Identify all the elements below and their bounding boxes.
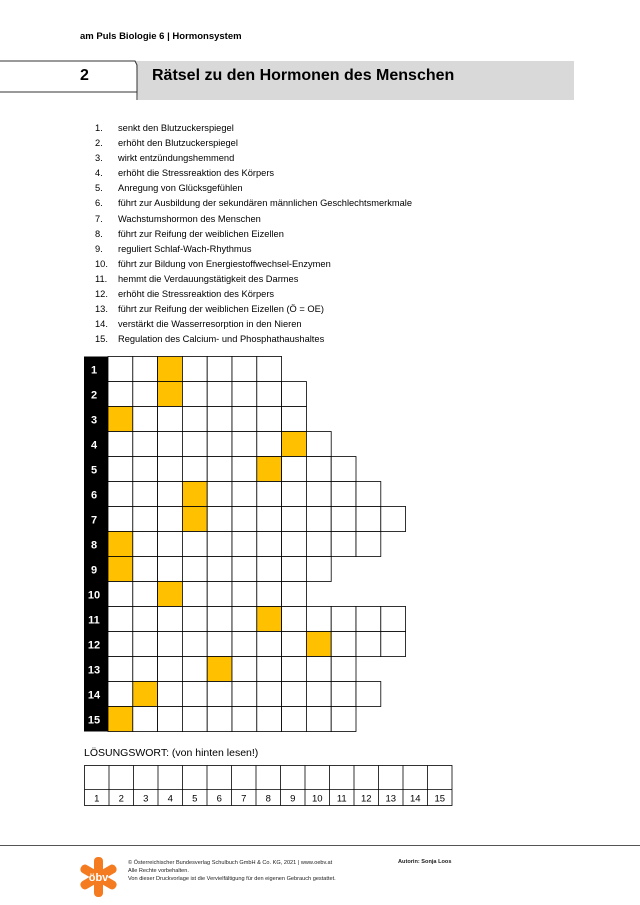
footer-author: Autorin: Sonja Loos [398, 859, 452, 865]
clue-number: 8. [95, 228, 103, 239]
clue-text: führt zur Ausbildung der sekundären männlichen Geschlechtsmerkmale [118, 198, 413, 209]
crossword-cell[interactable] [133, 507, 158, 532]
clue-text: Wachstumshormon des Menschen [118, 213, 261, 224]
crossword-cell[interactable] [158, 557, 183, 582]
crossword-solution-cell[interactable] [108, 557, 133, 582]
solution-label: LÖSUNGSWORT: (von hinten lesen!) [84, 747, 259, 759]
crossword-cell[interactable] [207, 507, 232, 532]
crossword-solution-cell[interactable] [108, 532, 133, 557]
footer-line: © Österreichischer Bundesverlag Schulbuch GmbH & Co. KG, 2021 | www.oebv.at [128, 860, 333, 866]
crossword-cell[interactable] [381, 507, 406, 532]
crossword-cell[interactable] [207, 557, 232, 582]
crossword-cell[interactable] [257, 432, 282, 457]
crossword-cell[interactable] [282, 532, 307, 557]
crossword-cell[interactable] [331, 707, 356, 732]
crossword-cell[interactable] [257, 357, 282, 382]
crossword-cell[interactable] [158, 457, 183, 482]
crossword-cell[interactable] [158, 432, 183, 457]
crossword-cell[interactable] [158, 607, 183, 632]
crossword-cell[interactable] [133, 532, 158, 557]
crossword-cell[interactable] [158, 707, 183, 732]
crossword-cell[interactable] [207, 707, 232, 732]
crossword-cell[interactable] [356, 632, 381, 657]
crossword-cell[interactable] [331, 482, 356, 507]
clue-item [95, 196, 412, 211]
crossword-cell[interactable] [331, 682, 356, 707]
crossword-cell[interactable] [306, 607, 331, 632]
crossword-cell[interactable] [282, 657, 307, 682]
crossword-cell[interactable] [158, 407, 183, 432]
clue-text: senkt den Blutzuckerspiegel [118, 123, 234, 133]
clue-item [95, 166, 412, 181]
crossword-cell[interactable] [133, 407, 158, 432]
clue-list [95, 121, 412, 347]
crossword-cell[interactable] [257, 532, 282, 557]
solution-letter-cell[interactable] [135, 767, 158, 789]
crossword-cell[interactable] [232, 632, 257, 657]
solution-letter-cell[interactable] [429, 767, 452, 789]
crossword-cell[interactable] [306, 457, 331, 482]
crossword-solution-cell[interactable] [207, 657, 232, 682]
crossword-row-number: 2 [90, 389, 98, 402]
crossword-cell[interactable] [108, 432, 133, 457]
clue-item [95, 212, 412, 227]
solution-word-grid [84, 765, 454, 807]
crossword-cell[interactable] [306, 707, 331, 732]
solution-number: 13 [385, 793, 397, 805]
crossword-cell[interactable] [182, 657, 207, 682]
crossword-solution-cell[interactable] [158, 382, 183, 407]
crossword-cell[interactable] [108, 382, 133, 407]
clue-number: 5. [95, 183, 103, 194]
crossword-solution-cell[interactable] [108, 407, 133, 432]
solution-number: 10 [311, 793, 323, 805]
clue-number: 6. [95, 198, 103, 209]
crossword-cell[interactable] [356, 507, 381, 532]
crossword-cell[interactable] [282, 707, 307, 732]
crossword-cell[interactable] [282, 607, 307, 632]
crossword-row-number: 10 [87, 589, 101, 602]
crossword-cell[interactable] [207, 432, 232, 457]
crossword-cell[interactable] [331, 457, 356, 482]
clue-text: hemmt die Verdauungstätigkeit des Darmes [118, 273, 299, 284]
crossword-cell[interactable] [133, 657, 158, 682]
crossword-cell[interactable] [108, 607, 133, 632]
crossword-cell[interactable] [133, 707, 158, 732]
crossword-row-number: 15 [87, 714, 101, 727]
crossword-cell[interactable] [356, 532, 381, 557]
crossword-cell[interactable] [282, 682, 307, 707]
crossword-cell[interactable] [108, 682, 133, 707]
clue-number: 7. [95, 213, 103, 224]
crossword-solution-cell[interactable] [182, 482, 207, 507]
clue-number: 10. [95, 258, 108, 269]
crossword-cell[interactable] [182, 707, 207, 732]
crossword-cell[interactable] [282, 582, 307, 607]
clue-number: 13. [95, 304, 108, 315]
bottom-divider [0, 845, 640, 846]
crossword-cell[interactable] [356, 607, 381, 632]
crossword-row-number: 9 [90, 564, 98, 577]
clue-number: 9. [95, 243, 103, 254]
crossword-row-number: 1 [90, 364, 98, 377]
crossword-cell[interactable] [108, 482, 133, 507]
crossword-cell[interactable] [207, 482, 232, 507]
clue-text: Regulation des Calcium- und Phosphathaushaltes [118, 334, 325, 345]
crossword-cell[interactable] [257, 407, 282, 432]
crossword-cell[interactable] [331, 657, 356, 682]
crossword-cell[interactable] [232, 407, 257, 432]
crossword-cell[interactable] [158, 632, 183, 657]
footer-copyright [128, 859, 336, 883]
crossword-cell[interactable] [306, 482, 331, 507]
clue-item [95, 181, 412, 196]
clue-text: führt zur Reifung der weiblichen Eizellen (Ö = OE) [118, 304, 324, 315]
solution-letter-cell[interactable] [110, 767, 133, 789]
oebv-logo [74, 857, 122, 897]
solution-number: 3 [143, 793, 149, 805]
crossword-cell[interactable] [108, 632, 133, 657]
crossword-cell[interactable] [207, 607, 232, 632]
crossword-cell[interactable] [356, 482, 381, 507]
crossword-cell[interactable] [182, 682, 207, 707]
crossword-cell[interactable] [257, 657, 282, 682]
solution-number: 6 [216, 793, 222, 805]
crossword-cell[interactable] [182, 582, 207, 607]
crossword-cell[interactable] [306, 682, 331, 707]
solution-letter-cell[interactable] [233, 767, 256, 789]
crossword-cell[interactable] [207, 382, 232, 407]
clue-item [95, 257, 412, 272]
crossword-cell[interactable] [207, 457, 232, 482]
crossword-row-number: 13 [87, 664, 101, 677]
footer-line: Alle Rechte vorbehalten. [128, 868, 189, 874]
crossword-cell[interactable] [381, 632, 406, 657]
crossword-cell[interactable] [182, 532, 207, 557]
solution-number: 1 [94, 793, 100, 805]
clue-item [95, 332, 412, 347]
crossword-cell[interactable] [108, 657, 133, 682]
solution-number: 15 [434, 793, 446, 805]
crossword-cell[interactable] [108, 357, 133, 382]
crossword-row-number: 4 [90, 439, 98, 452]
clue-text: führt zur Bildung von Energiestoffwechsel-Enzymen [118, 258, 331, 269]
clue-item [95, 121, 412, 136]
solution-letter-cell[interactable] [208, 767, 231, 789]
crossword-cell[interactable] [356, 682, 381, 707]
crossword-cell[interactable] [158, 507, 183, 532]
crossword-cell[interactable] [282, 457, 307, 482]
crossword-cell[interactable] [182, 557, 207, 582]
solution-number: 4 [167, 793, 173, 805]
solution-letter-cell[interactable] [380, 767, 403, 789]
crossword-cell[interactable] [232, 432, 257, 457]
solution-number: 8 [265, 793, 271, 805]
crossword-solution-cell[interactable] [257, 607, 282, 632]
crossword-cell[interactable] [232, 657, 257, 682]
crossword-cell[interactable] [133, 557, 158, 582]
clue-number: 14. [95, 319, 108, 330]
crossword-cell[interactable] [207, 682, 232, 707]
crossword-cell[interactable] [232, 557, 257, 582]
crossword-row-number: 5 [90, 464, 98, 477]
solution-letter-cell[interactable] [282, 767, 305, 789]
crossword-cell[interactable] [182, 357, 207, 382]
clue-number: 11. [95, 273, 108, 284]
crossword-cell[interactable] [182, 632, 207, 657]
clue-text: wirkt entzündungshemmend [118, 153, 235, 164]
crossword-cell[interactable] [232, 482, 257, 507]
crossword-solution-cell[interactable] [158, 582, 183, 607]
clue-text: erhöht die Stressreaktion des Körpers [118, 289, 275, 300]
crossword-cell[interactable] [282, 632, 307, 657]
solution-letter-cell[interactable] [257, 767, 280, 789]
clue-text: erhöht die Stressreaktion des Körpers [118, 168, 275, 179]
solution-number: 5 [192, 793, 198, 805]
crossword-cell[interactable] [282, 482, 307, 507]
crossword-cell[interactable] [207, 357, 232, 382]
crossword-cell[interactable] [282, 557, 307, 582]
clue-text: führt zur Reifung der weiblichen Eizellen [118, 228, 284, 239]
crossword-row-number: 3 [90, 414, 98, 427]
solution-letter-cell[interactable] [86, 767, 109, 789]
crossword-solution-cell[interactable] [108, 707, 133, 732]
clue-text: Anregung von Glücksgefühlen [118, 183, 243, 194]
crossword-cell[interactable] [232, 582, 257, 607]
crossword-solution-cell[interactable] [257, 457, 282, 482]
crossword-cell[interactable] [133, 357, 158, 382]
crossword-cell[interactable] [331, 507, 356, 532]
crossword-cell[interactable] [282, 507, 307, 532]
crossword-cell[interactable] [331, 607, 356, 632]
crossword-cell[interactable] [133, 632, 158, 657]
crossword-cell[interactable] [306, 507, 331, 532]
crossword-cell[interactable] [232, 457, 257, 482]
crossword-cell[interactable] [207, 632, 232, 657]
crossword-grid [84, 356, 408, 734]
solution-number: 11 [336, 793, 347, 805]
crossword-cell[interactable] [257, 382, 282, 407]
solution-letter-cell[interactable] [159, 767, 182, 789]
crossword-cell[interactable] [133, 432, 158, 457]
clue-text: reguliert Schlaf-Wach-Rhythmus [118, 243, 252, 254]
solution-letter-cell[interactable] [331, 767, 354, 789]
clue-number: 2. [95, 138, 103, 149]
crossword-solution-cell[interactable] [306, 632, 331, 657]
crossword-cell[interactable] [133, 582, 158, 607]
crossword-row-number: 12 [87, 639, 101, 652]
crossword-cell[interactable] [108, 507, 133, 532]
clue-text: verstärkt die Wasserresorption in den Nieren [118, 319, 302, 330]
clue-item [95, 151, 412, 166]
footer-line: Von dieser Druckvorlage ist die Vervielfältigung für den eigenen Gebrauch gestattet. [128, 876, 336, 882]
crossword-cell[interactable] [232, 607, 257, 632]
crossword-cell[interactable] [182, 457, 207, 482]
crossword-cell[interactable] [108, 582, 133, 607]
solution-letter-cell[interactable] [306, 767, 329, 789]
crossword-cell[interactable] [207, 582, 232, 607]
solution-number: 9 [290, 793, 296, 805]
clue-item [95, 242, 412, 257]
crossword-cell[interactable] [158, 657, 183, 682]
clue-number: 1. [95, 123, 103, 133]
crossword-row-number: 11 [88, 614, 100, 627]
crossword-solution-cell[interactable] [158, 357, 183, 382]
crossword-cell[interactable] [158, 682, 183, 707]
crossword-cell[interactable] [182, 407, 207, 432]
crossword-cell[interactable] [257, 557, 282, 582]
crossword-cell[interactable] [182, 607, 207, 632]
crossword-row-number: 8 [90, 539, 98, 552]
crossword-cell[interactable] [381, 607, 406, 632]
crossword-cell[interactable] [306, 532, 331, 557]
crossword-cell[interactable] [257, 682, 282, 707]
crossword-cell[interactable] [182, 432, 207, 457]
crossword-cell[interactable] [306, 657, 331, 682]
worksheet-title: Rätsel zu den Hormonen des Menschen [152, 67, 455, 84]
clue-item [95, 287, 412, 302]
crossword-cell[interactable] [257, 582, 282, 607]
solution-number: 14 [409, 793, 421, 805]
solution-letter-cell[interactable] [404, 767, 427, 789]
clue-number: 12. [95, 289, 108, 300]
clue-item [95, 136, 412, 151]
crossword-cell[interactable] [207, 407, 232, 432]
solution-letter-cell[interactable] [184, 767, 207, 789]
crossword-cell[interactable] [232, 357, 257, 382]
solution-number: 2 [118, 793, 124, 805]
crossword-cell[interactable] [207, 532, 232, 557]
crossword-cell[interactable] [331, 632, 356, 657]
crossword-cell[interactable] [257, 507, 282, 532]
crossword-cell[interactable] [158, 482, 183, 507]
solution-letter-cell[interactable] [355, 767, 378, 789]
clue-item [95, 272, 412, 287]
crossword-row-number: 14 [87, 689, 101, 702]
crossword-cell[interactable] [182, 382, 207, 407]
crossword-cell[interactable] [133, 457, 158, 482]
crossword-cell[interactable] [133, 607, 158, 632]
crossword-cell[interactable] [158, 532, 183, 557]
crossword-row-number: 7 [90, 514, 98, 527]
crossword-row-number: 6 [90, 489, 98, 502]
crossword-cell[interactable] [306, 557, 331, 582]
clue-number: 3. [95, 153, 103, 164]
crossword-cell[interactable] [282, 382, 307, 407]
crossword-solution-cell[interactable] [282, 432, 307, 457]
clue-text: erhöht den Blutzuckerspiegel [118, 138, 238, 149]
crossword-cell[interactable] [232, 382, 257, 407]
clue-number: 4. [95, 168, 103, 179]
solution-number: 7 [241, 793, 247, 805]
crossword-cell[interactable] [306, 432, 331, 457]
clue-number: 15. [95, 334, 108, 345]
crossword-cell[interactable] [257, 707, 282, 732]
crossword-cell[interactable] [232, 707, 257, 732]
crossword-cell[interactable] [257, 632, 282, 657]
header-title: am Puls Biologie 6 | Hormonsystem [80, 31, 242, 42]
clue-item [95, 302, 412, 317]
worksheet-number: 2 [80, 67, 89, 84]
crossword-cell[interactable] [232, 682, 257, 707]
crossword-cell[interactable] [108, 457, 133, 482]
solution-number: 12 [360, 793, 372, 805]
crossword-cell[interactable] [133, 382, 158, 407]
crossword-cell[interactable] [331, 532, 356, 557]
crossword-cell[interactable] [133, 482, 158, 507]
crossword-cell[interactable] [232, 532, 257, 557]
clue-item [95, 227, 412, 242]
clue-item [95, 317, 412, 332]
crossword-cell[interactable] [282, 407, 307, 432]
crossword-cell[interactable] [257, 482, 282, 507]
crossword-solution-cell[interactable] [133, 682, 158, 707]
logo-text: öbv [88, 872, 109, 884]
crossword-solution-cell[interactable] [182, 507, 207, 532]
crossword-cell[interactable] [232, 507, 257, 532]
